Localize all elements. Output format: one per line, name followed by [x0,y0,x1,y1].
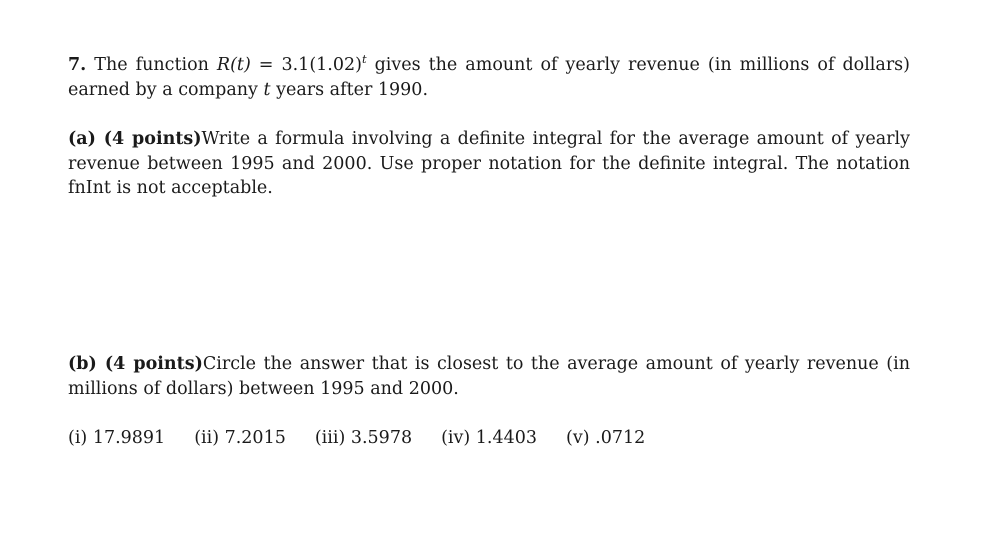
problem-statement [68,53,910,102]
choice-i[interactable]: (i) 17.9891 [68,428,166,448]
part-a-text: Write a formula involving a definite integral for the average amount of yearly revenue between 1995 and 2000. Use proper notation for the definite integral. The notation fnInt is not acceptable. [68,129,910,198]
answer-choices [68,426,674,451]
part-b-label: (b) (4 points) [68,354,203,374]
problem-intro-after-formula: gives the amount of yearly revenue (in millions of dollars) earned by a company [68,55,910,100]
problem-intro-before-formula: The function [86,55,217,75]
part-b [68,352,910,401]
part-b-text: Circle the answer that is closest to the average amount of yearly revenue (in millions of dollars) between 1995 and 2000. [68,354,910,399]
choice-ii[interactable]: (ii) 7.2015 [194,428,286,448]
choice-v[interactable]: (v) .0712 [566,428,646,448]
choice-iv[interactable]: (iv) 1.4403 [441,428,538,448]
part-a-answer-space[interactable] [68,205,910,345]
problem-intro-end: years after 1990. [270,79,429,100]
revenue-function-exponent: t [361,52,367,66]
part-a-label: (a) (4 points) [68,129,202,149]
problem-number: 7. [68,55,87,75]
time-variable: t [263,79,271,100]
revenue-function-lhs: R(t) [216,55,251,75]
choice-iii[interactable]: (iii) 3.5978 [314,428,413,448]
revenue-function-base: 3.1(1.02) [281,55,362,75]
part-a [68,127,910,201]
formula-equals: = [250,55,282,75]
